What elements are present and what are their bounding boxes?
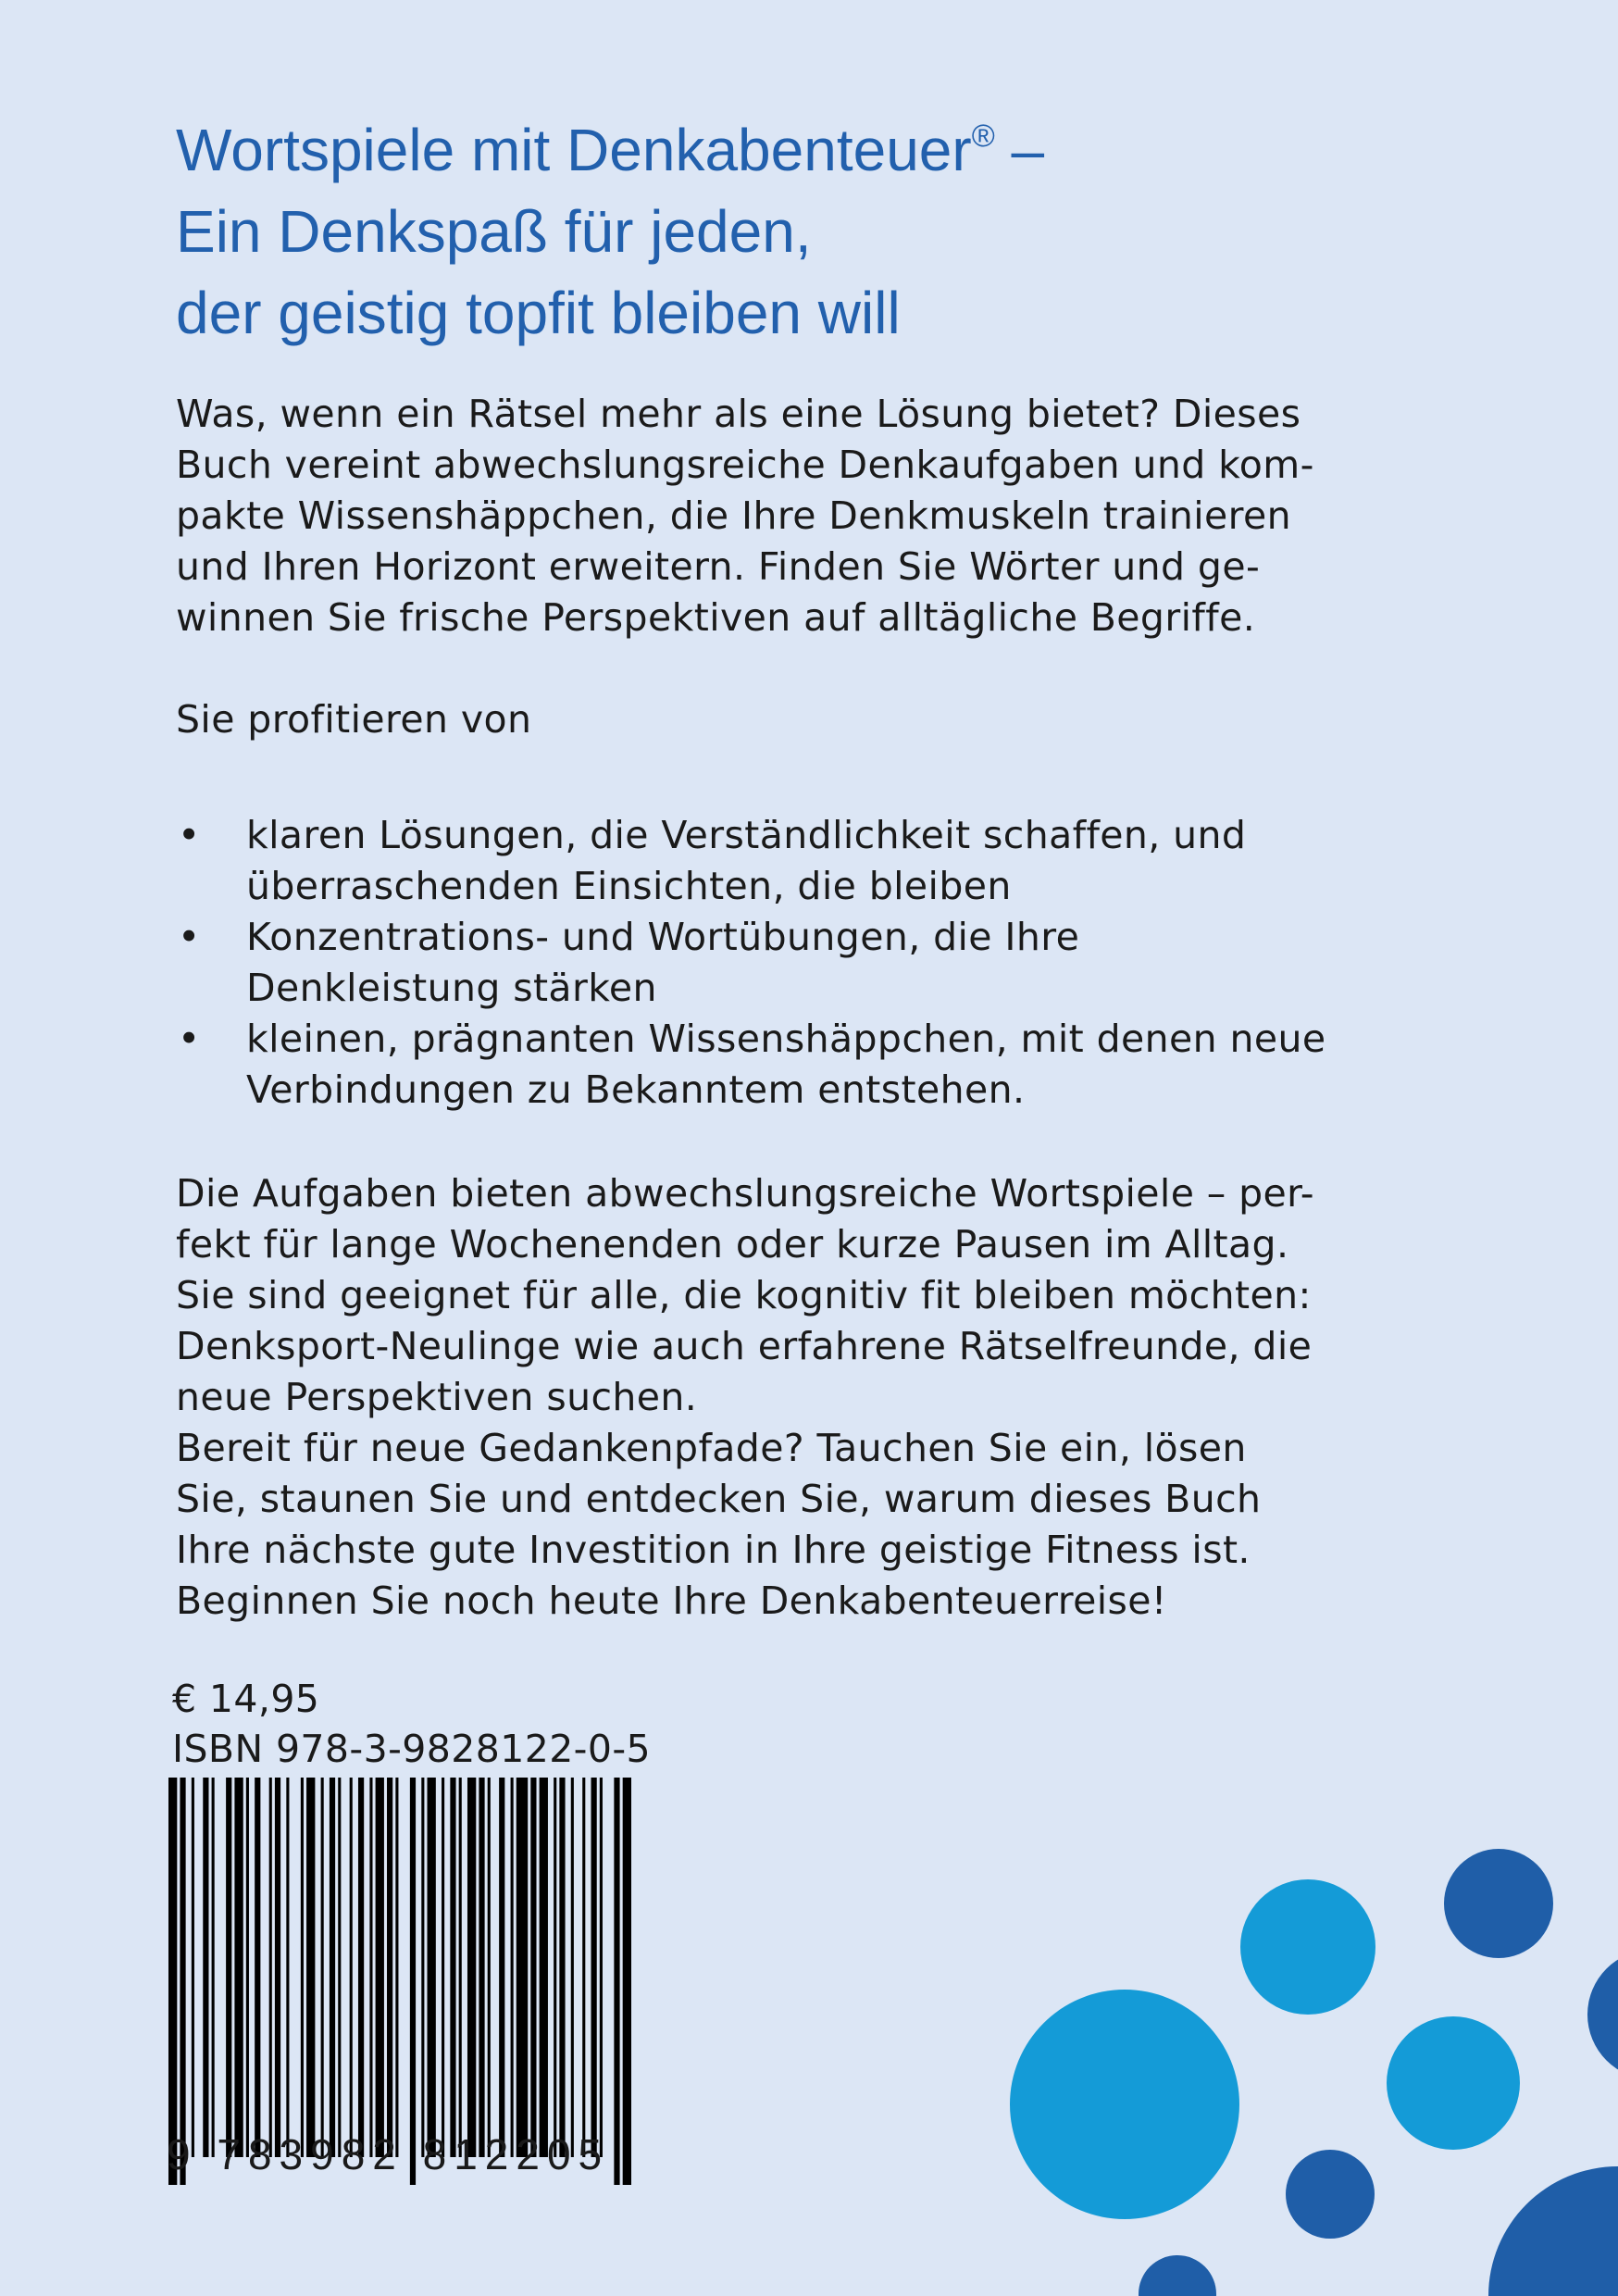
- barcode-digits: 9 783982 812205: [167, 2130, 610, 2178]
- headline: [176, 109, 1472, 354]
- bubble-light-upper: [1240, 1879, 1375, 2015]
- benefit-item: • Konzentrations- und Wortübungen, die Ihre Denkleistung stärken: [176, 912, 1472, 1014]
- isbn: ISBN 978-3-9828122-0-5: [172, 1727, 652, 1771]
- price: € 14,95: [172, 1677, 320, 1721]
- bubble-dark-bottom: [1139, 2255, 1216, 2296]
- headline-line-2: Ein Denkspaß für jeden,: [176, 198, 812, 265]
- intro-line: Was, wenn ein Rätsel mehr als eine Lösung bietet? Dieses: [176, 392, 1301, 436]
- outro-line: Beginnen Sie noch heute Ihre Denkabenteuerreise!: [176, 1578, 1167, 1623]
- outro-line: Sie, staunen Sie und entdecken Sie, warum dieses Buch: [176, 1477, 1262, 1521]
- benefit-item: • klaren Lösungen, die Verständlichkeit schaffen, und überraschenden Einsichten, die bleiben: [176, 810, 1472, 912]
- outro-line: Bereit für neue Gedankenpfade? Tauchen Sie ein, lösen: [176, 1426, 1247, 1470]
- bubble-dark-edge: [1587, 1950, 1618, 2079]
- headline-line-3: der geistig topfit bleiben will: [176, 280, 901, 346]
- bubble-light-middle: [1387, 2016, 1520, 2150]
- bubble-dark-corner: [1488, 2166, 1618, 2296]
- outro-line: Die Aufgaben bieten abwechslungsreiche Wortspiele – per-: [176, 1171, 1314, 1216]
- outro-line: fekt für lange Wochenenden oder kurze Pausen im Alltag.: [176, 1222, 1289, 1267]
- headline-line-1: Wortspiele mit Denkabenteuer® –: [176, 117, 1045, 183]
- barcode-image: [168, 1778, 631, 2185]
- outro-paragraph: [176, 1168, 1453, 1627]
- outro-line: Denksport-Neulinge wie auch erfahrene Rätselfreunde, die: [176, 1324, 1313, 1368]
- benefits-heading: Sie profitieren von: [176, 697, 532, 742]
- intro-line: Buch vereint abwechslungsreiche Denkaufgaben und kom-: [176, 443, 1314, 487]
- intro-line: und Ihren Horizont erweitern. Finden Sie Wörter und ge-: [176, 544, 1261, 589]
- bullet-icon: •: [178, 813, 201, 857]
- bubble-dark-small: [1286, 2150, 1375, 2239]
- intro-line: pakte Wissenshäppchen, die Ihre Denkmuskeln trainieren: [176, 493, 1292, 538]
- outro-line: Sie sind geeignet für alle, die kognitiv fit bleiben möchten:: [176, 1273, 1312, 1317]
- bullet-icon: •: [178, 1017, 201, 1061]
- bubble-large-light: [1010, 1990, 1239, 2219]
- bubble-dark-top: [1444, 1849, 1553, 1958]
- intro-paragraph: [176, 389, 1453, 643]
- intro-line: winnen Sie frische Perspektiven auf alltägliche Begriffe.: [176, 595, 1256, 640]
- bullet-icon: •: [178, 915, 201, 959]
- price-block: [172, 1674, 651, 1774]
- outro-line: Ihre nächste gute Investition in Ihre geistige Fitness ist.: [176, 1528, 1251, 1572]
- outro-line: neue Perspektiven suchen.: [176, 1375, 698, 1419]
- registered-mark: ®: [971, 119, 995, 154]
- benefits-list: [176, 810, 1472, 1116]
- benefit-item: • kleinen, prägnanten Wissenshäppchen, mit denen neue Verbindungen zu Bekanntem entstehen.: [176, 1014, 1472, 1116]
